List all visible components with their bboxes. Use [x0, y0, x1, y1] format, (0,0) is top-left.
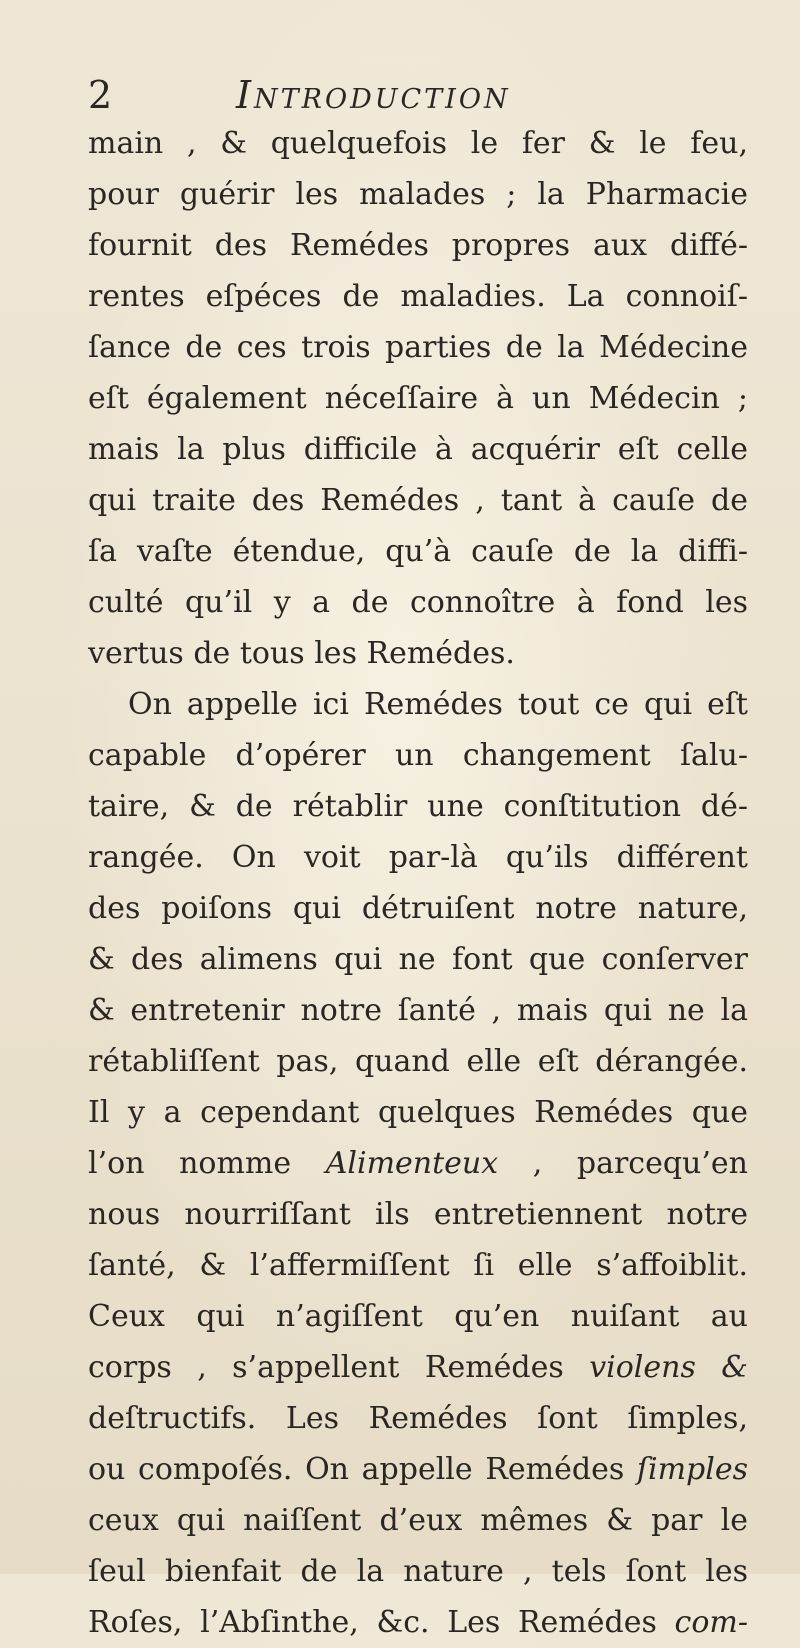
- text-line: & entretenir notre ſanté , mais qui ne la: [88, 993, 748, 1028]
- text-segment: Roſes, l’Abſinthe, &c. Les Remédes: [88, 1605, 657, 1640]
- text-segment: ou compoſés. On appelle Remédes: [88, 1452, 625, 1487]
- text-line: ſeul bienfait de la nature , tels ſont les: [88, 1554, 748, 1589]
- text-line: rangée. On voit par-là qu’ils différent: [88, 840, 748, 875]
- text-line: vertus de tous les Remédes.: [88, 636, 515, 671]
- text-line: [88, 1138, 748, 1189]
- running-head: [88, 70, 748, 120]
- text-line: deſtructifs. Les Remédes ſont ſimples,: [88, 1401, 748, 1436]
- text-line: ceux qui naiſſent d’eux mêmes & par le: [88, 1503, 748, 1538]
- text-line: [88, 1597, 748, 1648]
- italic-term: Alimenteux: [325, 1146, 499, 1181]
- text-line: capable d’opérer un changement ſalu-: [88, 738, 748, 773]
- text-segment: , parcequ’en: [532, 1146, 748, 1181]
- italic-term: violens &: [589, 1350, 748, 1385]
- text-line: & des alimens qui ne font que conſerver: [88, 942, 748, 977]
- text-line: eſt également néceſſaire à un Médecin ;: [88, 381, 748, 416]
- text-line: On appelle ici Remédes tout ce qui eſt: [128, 687, 748, 722]
- text-line: ſa vaſte étendue, qu’à cauſe de la diffi-: [88, 534, 748, 569]
- text-line: pour guérir les malades ; la Pharmacie: [88, 177, 748, 212]
- running-head-title: Introduction: [236, 73, 511, 117]
- text-segment: l’on nomme: [88, 1146, 292, 1181]
- text-line: [88, 1342, 748, 1393]
- text-line: fournit des Remédes propres aux diffé-: [88, 228, 748, 263]
- text-line: Ceux qui n’agiſſent qu’en nuiſant au: [88, 1299, 748, 1334]
- text-line: rétabliſſent pas, quand elle eſt dérangée.: [88, 1044, 748, 1079]
- text-line: mais la plus difficile à acquérir eſt celle: [88, 432, 748, 467]
- text-line: ſanté, & l’affermiſſent ſi elle s’affoiblit.: [88, 1248, 748, 1283]
- text-line: culté qu’il y a de connoître à fond les: [88, 585, 748, 620]
- text-line: nous nourriſſant ils entretiennent notre: [88, 1197, 748, 1232]
- text-line: Il y a cependant quelques Remédes que: [88, 1095, 748, 1130]
- text-line: [88, 1444, 748, 1495]
- text-line: ſance de ces trois parties de la Médecine: [88, 330, 748, 365]
- text-line: main , & quelquefois le fer & le feu,: [88, 126, 748, 161]
- italic-term: com-: [674, 1605, 748, 1640]
- text-line: des poiſons qui détruiſent notre nature,: [88, 891, 748, 926]
- text-segment: corps , s’appellent Remédes: [88, 1350, 564, 1385]
- text-line: rentes eſpéces de maladies. La connoiſ-: [88, 279, 748, 314]
- italic-term: ſimples: [636, 1452, 748, 1487]
- page-number: 2: [88, 73, 113, 117]
- body-text: [88, 118, 748, 1648]
- text-line: taire, & de rétablir une conſtitution dé-: [88, 789, 748, 824]
- text-line: qui traite des Remédes , tant à cauſe de: [88, 483, 748, 518]
